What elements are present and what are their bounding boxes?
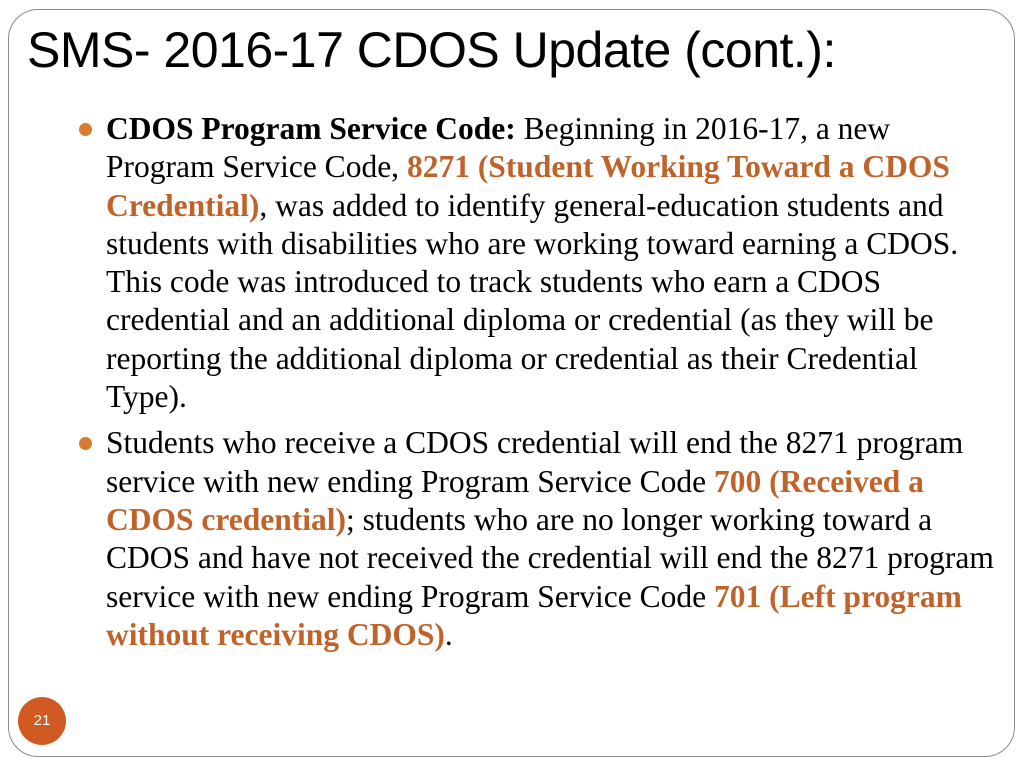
- bullet-text: , was added to identify general-education students and students with disabilities who are working toward earning a CDOS. This code was introduced to track students who earn a CDOS credential and an additional diploma or credential (as they will be reporting the additional diploma or credential as their Credential Type).: [106, 187, 959, 415]
- bullet-text: .: [444, 616, 453, 652]
- page-number-badge: 21: [18, 697, 66, 745]
- bullet-lead: CDOS Program Service Code:: [106, 111, 516, 146]
- bullet-text: Beginning in 2016-17, a new Program Service Code,: [106, 111, 891, 185]
- code-701-highlight: 701 (Left program without receiving CDOS): [106, 578, 962, 652]
- code-8271-highlight: 8271 (Student Working Toward a CDOS Credential): [106, 149, 950, 223]
- bullet-item-ending-codes: [106, 424, 996, 654]
- slide-title: SMS- 2016-17 CDOS Update (cont.):: [27, 22, 836, 78]
- bullet-text: Students who receive a CDOS credential will end the 8271 program service with new ending Program Service Code: [106, 425, 964, 499]
- slide-body: [106, 110, 996, 662]
- bullet-dot-icon: [79, 123, 92, 136]
- bullet-item-program-service-code: [106, 110, 996, 416]
- code-700-highlight: 700 (Received a CDOS credential): [106, 463, 924, 537]
- bullet-text: ; students who are no longer working toward a CDOS and have not received the credential will end the 8271 program service with new ending Program Service Code: [106, 501, 994, 614]
